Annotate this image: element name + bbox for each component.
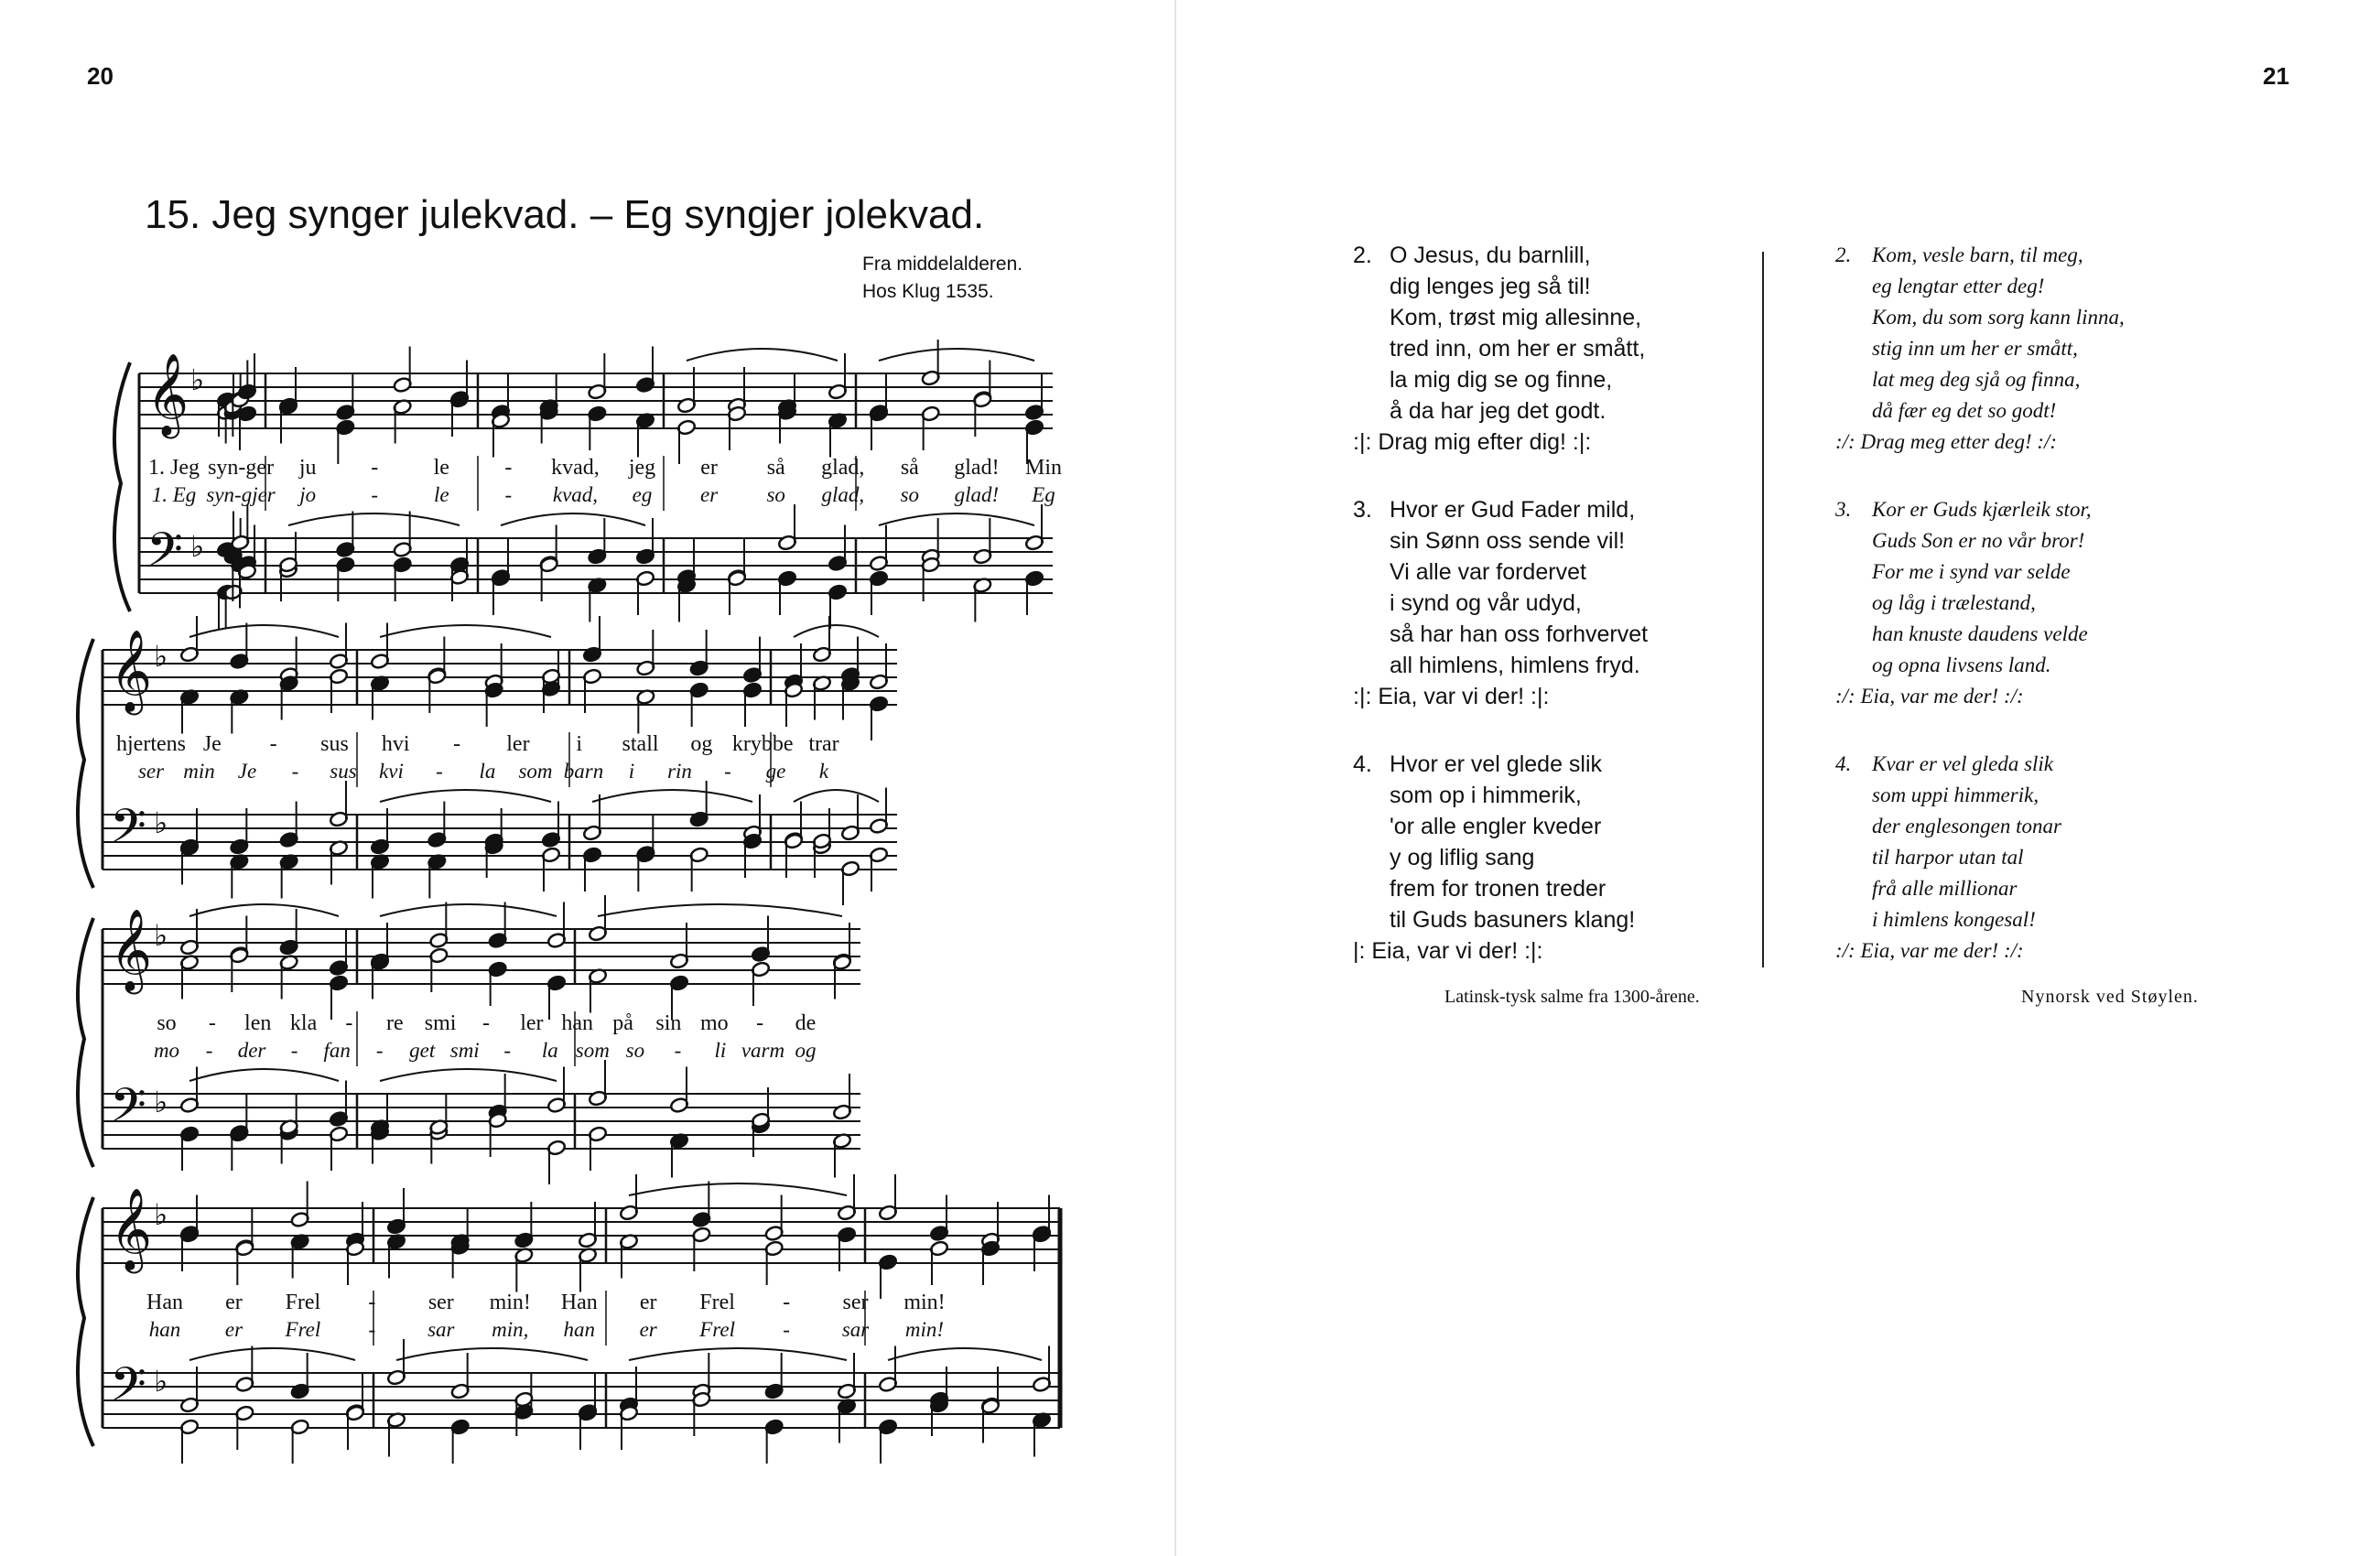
- score-system-1: [114, 340, 1062, 629]
- bass-clef-icon: 𝄢: [110, 1077, 146, 1144]
- verse-line-text: der englesongen tonar: [1872, 815, 2061, 837]
- verse-line-text: eg lengtar etter deg!: [1872, 275, 2045, 297]
- verse-line-text: stig inn um her er smått,: [1872, 337, 2078, 360]
- lyric-syllable-nynorsk: -: [371, 483, 379, 506]
- flat-key-signature: ♭: [190, 362, 205, 397]
- verse-line-text: og låg i trælestand,: [1872, 591, 2036, 614]
- lyric-syllable-bokmal: kla: [289, 1011, 318, 1035]
- verse-line: [1353, 494, 1648, 525]
- lyric-syllable-bokmal: trar: [808, 732, 839, 756]
- lyric-syllable-bokmal: er: [639, 1291, 657, 1314]
- verse-line-text: som uppi himmerik,: [1872, 783, 2039, 806]
- lyric-syllable-nynorsk: kvad,: [552, 483, 599, 506]
- lyric-syllable-bokmal: i: [576, 732, 583, 756]
- lyric-syllable-bokmal: -: [783, 1291, 791, 1314]
- slur: [629, 1348, 847, 1360]
- lyric-syllable-nynorsk: -: [205, 1039, 213, 1062]
- lyric-syllable-nynorsk: jo: [299, 483, 317, 506]
- slur: [501, 513, 645, 525]
- lyric-syllable-bokmal: Frel: [699, 1291, 735, 1314]
- verse-line-text: all himlens, himlens fryd.: [1390, 653, 1640, 678]
- source-line-2: Hos Klug 1535.: [862, 281, 994, 302]
- verse-line: [1835, 271, 2125, 302]
- lyric-syllable-bokmal: ser: [842, 1291, 869, 1314]
- verse-number: 2.: [1353, 243, 1372, 268]
- lyric-syllable-bokmal: han: [561, 1011, 594, 1035]
- score-system-2: [78, 616, 897, 905]
- lyric-syllable-nynorsk: so: [900, 483, 920, 506]
- treble-clef-icon: 𝄞: [110, 1188, 153, 1270]
- verse-line-text: så har han oss forhvervet: [1390, 621, 1649, 647]
- slur: [794, 625, 879, 637]
- verse-number: 4.: [1353, 751, 1372, 777]
- lyric-syllable-bokmal: ler: [520, 1011, 544, 1035]
- verse-line-text: i synd og vår udyd,: [1390, 590, 1582, 616]
- lyric-syllable-bokmal: mo: [699, 1011, 729, 1035]
- verse-line-text: frem for tronen treder: [1390, 876, 1606, 902]
- verse-line: [1835, 904, 2125, 935]
- lyric-syllable-bokmal: krybbe: [731, 732, 794, 756]
- lyric-syllable-nynorsk: varm: [741, 1039, 785, 1062]
- lyric-syllable-bokmal: -: [345, 1011, 353, 1035]
- lyric-syllable-nynorsk: eg: [632, 483, 653, 506]
- verse-line-text: og opna livsens land.: [1872, 654, 2051, 676]
- verse-line: [1353, 333, 1648, 364]
- verses-nynorsk-column: [1835, 240, 2125, 1003]
- verse-line: [1353, 364, 1648, 395]
- lyric-syllable-bokmal: 1. Jeg: [148, 456, 200, 480]
- lyric-syllable-nynorsk: i: [628, 760, 635, 783]
- slur: [629, 1183, 847, 1195]
- lyric-syllable-bokmal: Han: [146, 1291, 183, 1314]
- lyric-syllable-bokmal: le: [433, 456, 449, 480]
- slur: [189, 1348, 355, 1360]
- verse-number: 2.: [1835, 243, 1852, 266]
- nynorsk-verse-2: [1835, 240, 2125, 458]
- verse-line-text: Kvar er vel gleda slik: [1872, 752, 2054, 775]
- lyric-syllable-bokmal: re: [385, 1011, 404, 1035]
- verse-line: [1835, 395, 2125, 427]
- bass-clef-icon: 𝄢: [110, 1356, 146, 1423]
- lyric-syllable-nynorsk: ser: [137, 760, 165, 783]
- lyric-syllable-bokmal: -: [208, 1011, 216, 1035]
- verse-line: [1353, 271, 1648, 302]
- verse-line: [1353, 904, 1648, 935]
- lyric-syllable-nynorsk: er: [639, 1318, 657, 1341]
- bokmal-verse-3: [1353, 494, 1648, 712]
- verse-line: [1353, 556, 1648, 588]
- slur: [380, 790, 551, 802]
- lyric-syllable-nynorsk: -: [375, 1039, 384, 1062]
- lyric-syllable-nynorsk: Je: [237, 760, 257, 783]
- lyric-syllable-bokmal: ju: [298, 456, 317, 480]
- source-line-1: Fra middelalderen.: [862, 254, 1023, 275]
- lyric-syllable-bokmal: -: [756, 1011, 764, 1035]
- verse-line: [1835, 780, 2125, 811]
- flat-key-signature: ♭: [154, 918, 168, 953]
- lyric-syllable-nynorsk: glad!: [954, 483, 1000, 506]
- verse-line-text: 'or alle engler kveder: [1390, 814, 1602, 839]
- lyric-syllable-nynorsk: -: [724, 760, 731, 783]
- flat-key-signature: ♭: [154, 639, 168, 674]
- lyric-syllable-bokmal: Min: [1024, 456, 1063, 480]
- lyric-syllable-nynorsk: min,: [492, 1318, 529, 1341]
- lyric-syllable-bokmal: sin: [655, 1011, 682, 1035]
- flat-key-signature: ♭: [154, 1197, 168, 1232]
- score-system-3: [78, 895, 860, 1184]
- lyric-syllable-nynorsk: er: [700, 483, 719, 506]
- lyric-syllable-nynorsk: le: [434, 483, 449, 506]
- lyric-syllable-nynorsk: og: [795, 1039, 817, 1062]
- verse-line: [1835, 811, 2125, 842]
- verse-line-text: som op i himmerik,: [1390, 783, 1582, 808]
- lyric-syllable-bokmal: -: [269, 732, 277, 756]
- verse-line: [1353, 525, 1648, 556]
- slur: [288, 513, 460, 525]
- lyric-syllable-nynorsk: la: [541, 1039, 558, 1062]
- treble-clef-icon: 𝄞: [146, 353, 189, 436]
- page-number-left: 20: [87, 62, 114, 90]
- lyric-syllable-nynorsk: han: [563, 1318, 595, 1341]
- verse-line-text: Kom, trøst mig allesinne,: [1390, 305, 1642, 330]
- score-systems: [78, 340, 1062, 1464]
- lyric-syllable-nynorsk: mo: [153, 1039, 180, 1062]
- lyric-syllable-bokmal: jeg: [628, 456, 656, 480]
- lyric-syllable-nynorsk: -: [503, 1039, 512, 1062]
- verse-number: 3.: [1835, 498, 1852, 521]
- verse-refrain: :/: Eia, var me der! :/:: [1835, 685, 2024, 708]
- verse-line: [1353, 873, 1648, 904]
- lyric-syllable-bokmal: so: [157, 1011, 177, 1035]
- flat-key-signature: ♭: [154, 805, 168, 840]
- lyric-syllable-nynorsk: Frel: [699, 1318, 736, 1341]
- verse-line-text: sin Sønn oss sende vil!: [1390, 528, 1626, 554]
- verse-line-text: la mig dig se og finne,: [1390, 367, 1613, 393]
- verse-number: 4.: [1835, 752, 1852, 775]
- verse-line: [1353, 395, 1648, 427]
- lyric-syllable-bokmal: og: [690, 732, 713, 756]
- verse-refrain: :|: Drag mig efter dig! :|:: [1353, 429, 1592, 455]
- lyric-syllable-nynorsk: som: [518, 760, 553, 783]
- lyric-syllable-nynorsk: so: [766, 483, 785, 506]
- lyric-syllable-bokmal: -: [371, 456, 379, 480]
- verse-line: [1835, 588, 2125, 619]
- credit-nynorsk: Nynorsk ved Støylen.: [2021, 987, 2199, 1007]
- verse-line: [1835, 525, 2125, 556]
- lyric-syllable-bokmal: hvi: [381, 732, 410, 756]
- verse-refrain: :/: Drag meg etter deg! :/:: [1835, 430, 2058, 453]
- lyric-syllable-nynorsk: get: [409, 1039, 436, 1062]
- page-number-right: 21: [2263, 62, 2289, 90]
- lyric-syllable-nynorsk: sus: [330, 760, 357, 783]
- verse-line: [1835, 556, 2125, 588]
- verse-line: [1353, 619, 1648, 650]
- verse-line: [1353, 749, 1648, 780]
- lyric-syllable-bokmal: -: [482, 1011, 490, 1035]
- lyric-syllable-bokmal: len: [244, 1011, 272, 1035]
- lyric-syllable-nynorsk: -: [783, 1318, 790, 1341]
- lyric-syllable-bokmal: smi: [424, 1011, 457, 1035]
- lyric-syllable-nynorsk: min!: [904, 1318, 945, 1341]
- lyric-syllable-nynorsk: smi: [449, 1039, 480, 1062]
- lyric-syllable-nynorsk: som: [575, 1039, 610, 1062]
- lyric-syllable-nynorsk: k: [818, 760, 829, 783]
- verse-line: [1835, 240, 2125, 271]
- verse-line: [1835, 333, 2125, 364]
- treble-clef-icon: 𝄞: [110, 909, 153, 991]
- verse-line-text: frå alle millionar: [1872, 877, 2018, 900]
- verse-line-text: O Jesus, du barnlill,: [1390, 243, 1591, 268]
- lyric-syllable-nynorsk: Eg: [1032, 483, 1055, 506]
- verse-line-text: Hvor er Gud Fader mild,: [1390, 497, 1636, 523]
- lyric-syllable-bokmal: -: [504, 456, 513, 480]
- lyric-syllable-nynorsk: -: [368, 1318, 376, 1341]
- slur: [879, 349, 1034, 361]
- system-brace: [78, 918, 93, 1167]
- verse-line-text: Vi alle var fordervet: [1390, 559, 1586, 585]
- verse-line: [1835, 619, 2125, 650]
- lyric-syllable-nynorsk: ge: [765, 760, 786, 783]
- lyric-syllable-nynorsk: glad,: [821, 483, 865, 506]
- lyric-syllable-bokmal: glad!: [954, 456, 1000, 480]
- verse-line: [1835, 494, 2125, 525]
- verse-line: [1353, 811, 1648, 842]
- slur: [380, 1069, 557, 1081]
- lyric-syllable-bokmal: er: [700, 456, 718, 480]
- lyric-syllable-bokmal: stall: [622, 732, 659, 756]
- slur: [888, 1348, 1042, 1360]
- lyric-syllable-bokmal: sus: [320, 732, 349, 756]
- lyric-syllable-nynorsk: so: [625, 1039, 645, 1062]
- verse-line-text: Guds Son er no vår bror!: [1872, 529, 2085, 552]
- verse-line: [1835, 364, 2125, 395]
- lyric-syllable-nynorsk: han: [148, 1318, 181, 1341]
- lyric-syllable-bokmal: kvad,: [551, 456, 600, 480]
- flat-key-signature: ♭: [154, 1085, 168, 1119]
- lyric-syllable-nynorsk: la: [479, 760, 496, 783]
- verse-line-text: Kor er Guds kjærleik stor,: [1872, 498, 2092, 521]
- verse-line-text: han knuste daudens velde: [1872, 622, 2088, 645]
- treble-clef-icon: 𝄞: [110, 630, 153, 712]
- verse-line-text: For me i synd var selde: [1872, 560, 2071, 583]
- verse-line: [1835, 650, 2125, 681]
- verse-line-text: lat meg deg sjå og finna,: [1872, 368, 2081, 391]
- verse-line: [1353, 842, 1648, 873]
- verse-line: [1353, 780, 1648, 811]
- slur: [189, 904, 339, 916]
- lyric-syllable-nynorsk: barn: [563, 760, 604, 783]
- lyric-syllable-nynorsk: der: [237, 1039, 266, 1062]
- verse-line: [1835, 749, 2125, 780]
- lyric-syllable-bokmal: Frel: [285, 1291, 321, 1314]
- slur: [794, 790, 879, 802]
- bokmal-verse-4: [1353, 749, 1648, 967]
- lyric-syllable-nynorsk: -: [291, 760, 299, 783]
- lyric-syllable-bokmal: så: [766, 456, 785, 480]
- verse-number: 3.: [1353, 497, 1372, 523]
- credit-bokmal: Latinsk-tysk salme fra 1300-årene.: [1444, 987, 1700, 1007]
- slur: [598, 904, 842, 916]
- lyric-syllable-bokmal: så: [900, 456, 919, 480]
- lyric-syllable-bokmal: min!: [903, 1291, 946, 1314]
- lyric-syllable-bokmal: Je: [202, 732, 222, 756]
- verse-line: [1835, 302, 2125, 333]
- verse-line-text: til harpor utan tal: [1872, 846, 2024, 869]
- score-system-4: [78, 1174, 1060, 1464]
- lyric-syllable-nynorsk: er: [224, 1318, 243, 1341]
- nynorsk-verse-4: [1835, 749, 2125, 967]
- lyric-syllable-bokmal: ler: [506, 732, 530, 756]
- lyric-syllable-nynorsk: fan: [323, 1039, 351, 1062]
- lyric-syllable-nynorsk: 1. Eg: [151, 483, 197, 506]
- verse-line-text: Kom, vesle barn, til meg,: [1872, 243, 2083, 266]
- slur: [189, 625, 339, 637]
- verse-line-text: y og liflig sang: [1390, 845, 1535, 870]
- lyric-syllable-bokmal: -: [453, 732, 461, 756]
- slur: [189, 1069, 339, 1081]
- system-brace: [78, 1197, 93, 1446]
- verse-line: [1353, 302, 1648, 333]
- lyric-syllable-nynorsk: kvi: [379, 760, 404, 783]
- music-score: [0, 0, 1181, 1556]
- lyric-syllable-bokmal: de: [795, 1011, 817, 1035]
- system-brace: [114, 362, 130, 611]
- lyric-syllable-bokmal: Han: [560, 1291, 598, 1314]
- verse-line: [1353, 240, 1648, 271]
- verse-refrain: :|: Eia, var vi der! :|:: [1353, 684, 1550, 709]
- lyric-syllable-nynorsk: sar: [841, 1318, 870, 1341]
- lyric-syllable-nynorsk: syn-gjer: [206, 483, 276, 506]
- column-divider: [1762, 252, 1764, 967]
- verse-line-text: i himlens kongesal!: [1872, 908, 2036, 931]
- verse-line-text: Hvor er vel glede slik: [1390, 751, 1603, 777]
- lyric-syllable-bokmal: ser: [427, 1291, 454, 1314]
- hymn-title: 15. Jeg synger julekvad. – Eg syngjer jolekvad.: [145, 192, 985, 237]
- slur: [592, 790, 752, 802]
- slur: [687, 349, 838, 361]
- bokmal-verse-2: [1353, 240, 1648, 458]
- bass-clef-icon: 𝄢: [110, 798, 146, 865]
- lyric-syllable-nynorsk: Frel: [285, 1318, 321, 1341]
- lyric-syllable-nynorsk: sar: [427, 1318, 455, 1341]
- verses-bokmal-column: [1353, 240, 1648, 1003]
- lyric-syllable-nynorsk: -: [504, 483, 513, 506]
- verse-refrain: :/: Eia, var me der! :/:: [1835, 939, 2024, 962]
- verse-line: [1353, 588, 1648, 619]
- lyric-syllable-bokmal: min!: [489, 1291, 531, 1314]
- slur: [396, 1348, 588, 1360]
- lyric-syllable-nynorsk: -: [290, 1039, 298, 1062]
- lyric-syllable-nynorsk: -: [436, 760, 443, 783]
- lyric-syllable-bokmal: på: [612, 1011, 633, 1035]
- flat-key-signature: ♭: [190, 529, 205, 564]
- lyric-syllable-bokmal: -: [368, 1291, 376, 1314]
- verse-line-text: då fær eg det so godt!: [1872, 399, 2057, 422]
- slur: [380, 625, 551, 637]
- verse-line: [1835, 873, 2125, 904]
- lyric-syllable-nynorsk: -: [674, 1039, 682, 1062]
- slur: [380, 904, 557, 916]
- lyric-syllable-bokmal: glad,: [821, 456, 865, 480]
- flat-key-signature: ♭: [154, 1364, 168, 1399]
- nynorsk-verse-3: [1835, 494, 2125, 712]
- bass-clef-icon: 𝄢: [146, 522, 183, 589]
- lyric-syllable-bokmal: er: [225, 1291, 243, 1314]
- verse-line: [1835, 842, 2125, 873]
- lyric-syllable-bokmal: syn-ger: [208, 456, 275, 480]
- lyric-syllable-nynorsk: rin: [667, 760, 692, 783]
- verse-line-text: Kom, du som sorg kann linna,: [1872, 306, 2125, 329]
- verse-line-text: til Guds basuners klang!: [1390, 907, 1636, 933]
- system-brace: [78, 639, 93, 888]
- lyric-syllable-nynorsk: li: [714, 1039, 727, 1062]
- verse-refrain: |: Eia, var vi der! :|:: [1353, 938, 1543, 964]
- verse-line-text: tred inn, om her er smått,: [1390, 336, 1646, 362]
- slur: [879, 513, 1034, 525]
- lyric-syllable-bokmal: hjertens: [116, 732, 186, 756]
- verse-line-text: å da har jeg det godt.: [1390, 398, 1606, 424]
- verse-line: [1353, 650, 1648, 681]
- lyric-syllable-nynorsk: min: [183, 760, 215, 783]
- verse-line-text: dig lenges jeg så til!: [1390, 274, 1591, 299]
